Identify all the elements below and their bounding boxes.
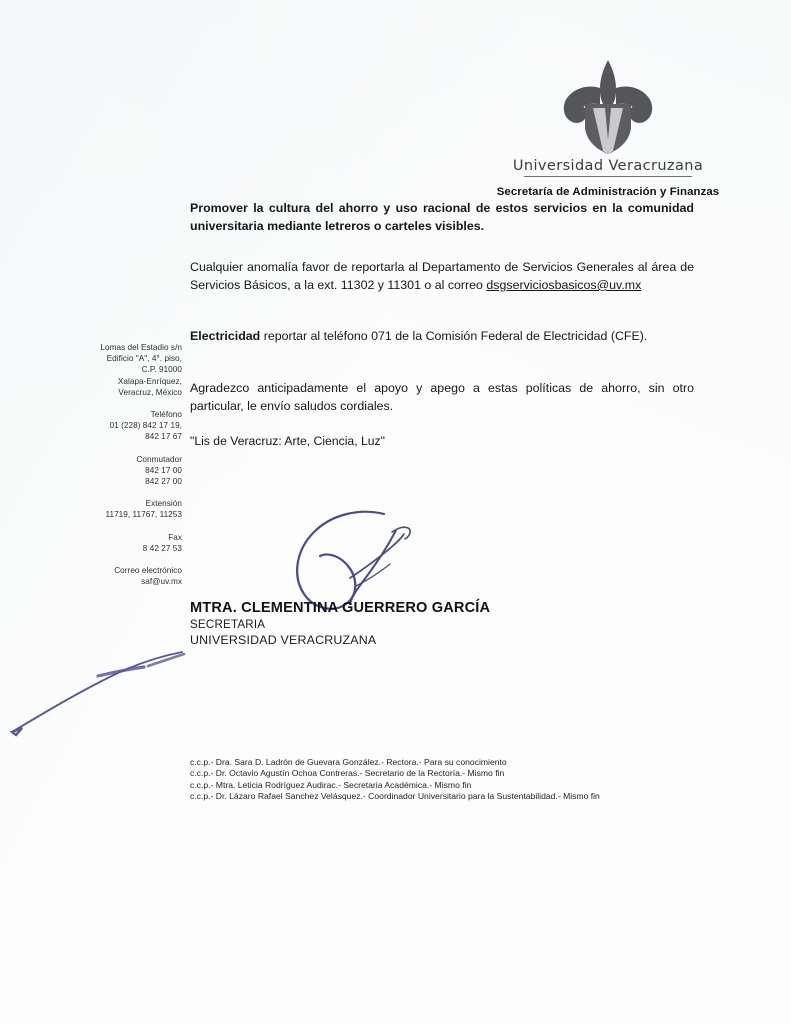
paragraph-thanks: Agradezco anticipadamente el apoyo y apego a estas políticas de ahorro, sin otro particular, le envío saludos cordiales. <box>190 380 694 413</box>
sidebar-correo-group <box>52 565 182 587</box>
address-line: Edificio "A", 4°. piso, <box>106 354 182 364</box>
conmutador-value: 842 17 00 <box>145 465 182 475</box>
telefono-value: 01 (228) 842 17 19, <box>109 421 182 431</box>
ccp-distribution-list <box>190 757 710 803</box>
uv-fleur-de-lis-logo <box>560 58 656 156</box>
ccp-line: c.c.p.- Dra. Sara D. Ladrón de Guevara González.- Rectora.- Para su conocimiento <box>190 757 507 767</box>
correo-value: saf@uv.mx <box>141 577 182 587</box>
sidebar-telefono-group <box>52 409 182 443</box>
email-link[interactable]: dsgserviciosbasicos@uv.mx <box>486 277 642 292</box>
signature-block <box>190 600 610 647</box>
electricidad-label: Electricidad <box>190 329 261 344</box>
address-line: Xalapa-Enríquez, <box>117 376 182 386</box>
signatory-name: MTRA. CLEMENTINA GUERRERO GARCÍA <box>190 600 491 616</box>
ink-flourish-stroke <box>2 636 192 741</box>
fax-value: 8 42 27 53 <box>142 543 182 553</box>
address-line: Lomas del Estadio s/n <box>100 343 182 352</box>
signatory-role: SECRETARIA <box>190 618 266 631</box>
paragraph-lead: Promover la cultura del ahorro y uso racional de estos servicios en la comunidad universitaria mediante letreros o carteles visibles. <box>190 201 694 233</box>
telefono-label: Teléfono <box>150 410 182 420</box>
conmutador-value: 842 27 00 <box>145 477 182 487</box>
letter-body <box>190 200 694 450</box>
electricidad-text: reportar al teléfono 071 de la Comisión Federal de Electricidad (CFE). <box>260 329 648 344</box>
wordmark-rule <box>524 176 692 177</box>
paragraph-report <box>190 259 694 294</box>
extension-value: 11719, 11767, 11253 <box>105 510 182 520</box>
address-line: Veracruz, México <box>118 387 182 397</box>
telefono-value: 842 17 67 <box>145 432 182 442</box>
signatory-organization: UNIVERSIDAD VERACRUZANA <box>190 633 377 647</box>
institutional-motto: "Lis de Veracruz: Arte, Ciencia, Luz" <box>190 434 385 449</box>
correo-label: Correo electrónico <box>114 566 182 576</box>
extension-label: Extensión <box>145 499 182 509</box>
letterhead <box>473 58 743 198</box>
department-title: Secretaría de Administración y Finanzas <box>496 186 720 198</box>
sidebar-fax-group <box>52 532 182 554</box>
ccp-line: c.c.p.- Dr. Lázaro Rafael Sanchez Velásquez.- Coordinador Universitario para la Sustentabilidad.- Mismo fin <box>190 791 600 802</box>
sidebar-extension-group <box>52 498 182 520</box>
ccp-line: c.c.p.- Mtra. Leticia Rodríguez Audirac.- Secretaria Académica.- Mismo fin <box>190 779 472 790</box>
ccp-line: c.c.p.- Dr. Octavio Agustín Ochoa Contreras.- Secretario de la Rectoría.- Mismo fin <box>190 768 505 779</box>
paragraph-electricidad <box>190 328 694 346</box>
sidebar-address-group <box>52 342 182 398</box>
paragraph-report-text: Cualquier anomalía favor de reportarla al Departamento de Servicios Generales al área de Servicios Básicos, a la ext. 11302 y 11301 o al correo <box>190 260 694 292</box>
sidebar-conmutador-group <box>52 454 182 488</box>
conmutador-label: Conmutador <box>136 454 182 464</box>
address-line: C.P. 91000 <box>141 365 182 375</box>
contact-sidebar <box>52 342 182 587</box>
fax-label: Fax <box>168 532 182 542</box>
uv-wordmark: Universidad Veracruzana <box>512 158 704 174</box>
